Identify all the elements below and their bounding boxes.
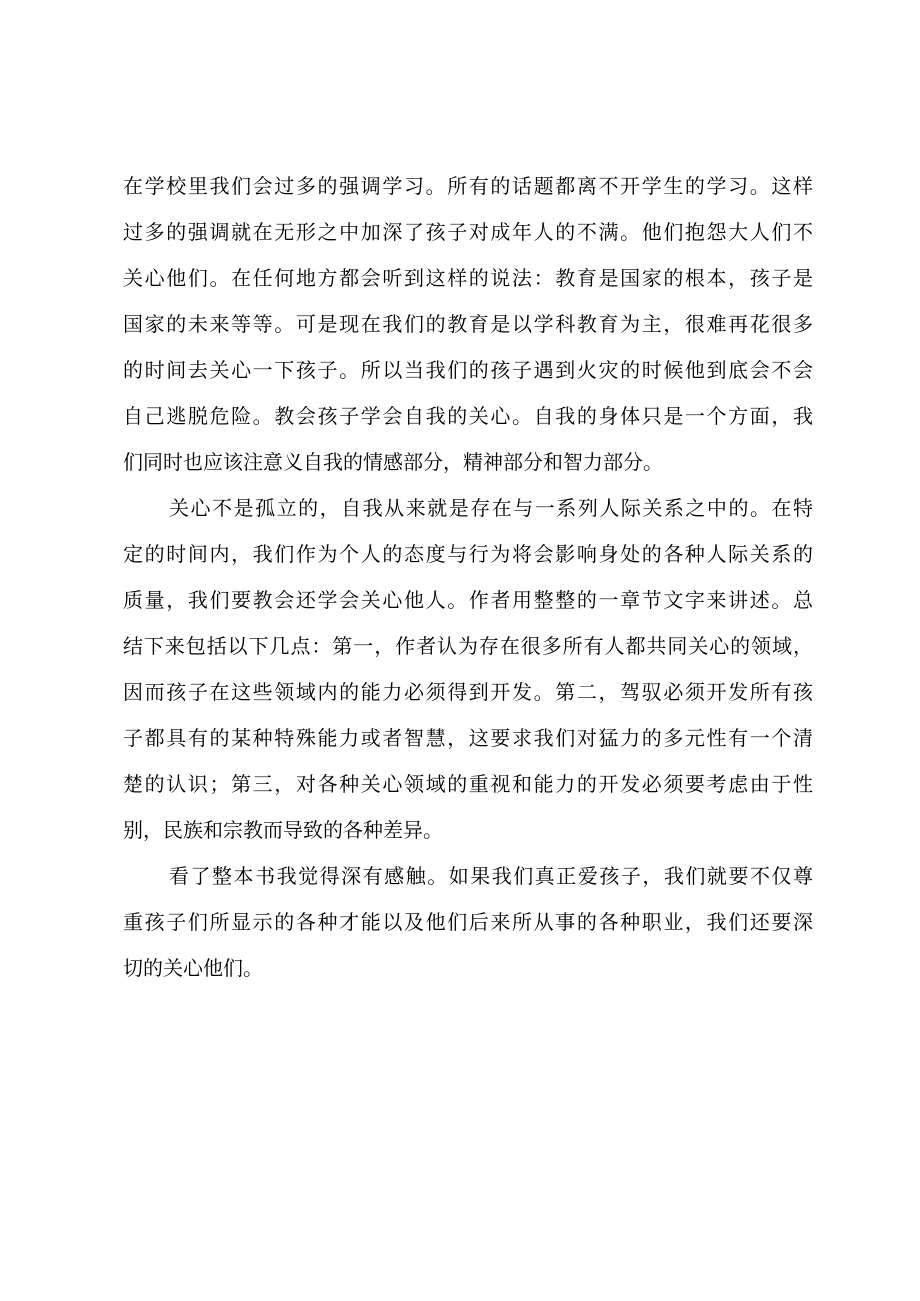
paragraph-2-line-3: 质量，我们要教会还学会关心他人。作者用整整的一章节文字来讲述。总 [123,588,813,612]
document-body [123,163,813,991]
paragraph-1-line-7: 们同时也应该注意义自我的情感部分，精神部分和智力部分。 [123,450,663,474]
paragraph-1-line-1: 在学校里我们会过多的强调学习。所有的话题都离不开学生的学习。这样 [123,174,813,198]
paragraph-2-line-7: 楚的认识；第三，对各种关心领域的重视和能力的开发必须要考虑由于性 [123,772,813,796]
paragraph-1-line-2: 过多的强调就在无形之中加深了孩子对成年人的不满。他们抱怨大人们不 [123,220,813,244]
paragraph-3-line-2: 重孩子们所显示的各种才能以及他们后来所从事的各种职业，我们还要深 [123,910,813,934]
paragraph-1-line-5: 的时间去关心一下孩子。所以当我们的孩子遇到火灾的时候他到底会不会 [123,358,813,382]
paragraph-3-line-1: 看了整本书我觉得深有感触。如果我们真正爱孩子，我们就要不仅尊 [169,864,813,888]
paragraph-2-line-8: 别，民族和宗教而导致的各种差异。 [123,818,443,842]
paragraph-2-line-5: 因而孩子在这些领域内的能力必须得到开发。第二，驾驭必须开发所有孩 [123,680,813,704]
paragraph-3-line-3: 切的关心他们。 [123,956,263,980]
paragraph-2-line-2: 定的时间内，我们作为个人的态度与行为将会影响身处的各种人际关系的 [123,542,813,566]
paragraph-2-line-6: 子都具有的某种特殊能力或者智慧，这要求我们对猛力的多元性有一个清 [123,726,813,750]
paragraph-1-line-3: 关心他们。在任何地方都会听到这样的说法：教育是国家的根本，孩子是 [123,266,813,290]
paragraph-1-line-6: 自己逃脱危险。教会孩子学会自我的关心。自我的身体只是一个方面，我 [123,404,813,428]
paragraph-1-line-4: 国家的未来等等。可是现在我们的教育是以学科教育为主，很难再花很多 [123,312,813,336]
paragraph-2-line-4: 结下来包括以下几点：第一，作者认为存在很多所有人都共同关心的领域， [123,634,813,658]
paragraph-2-line-1: 关心不是孤立的，自我从来就是存在与一系列人际关系之中的。在特 [169,496,813,520]
